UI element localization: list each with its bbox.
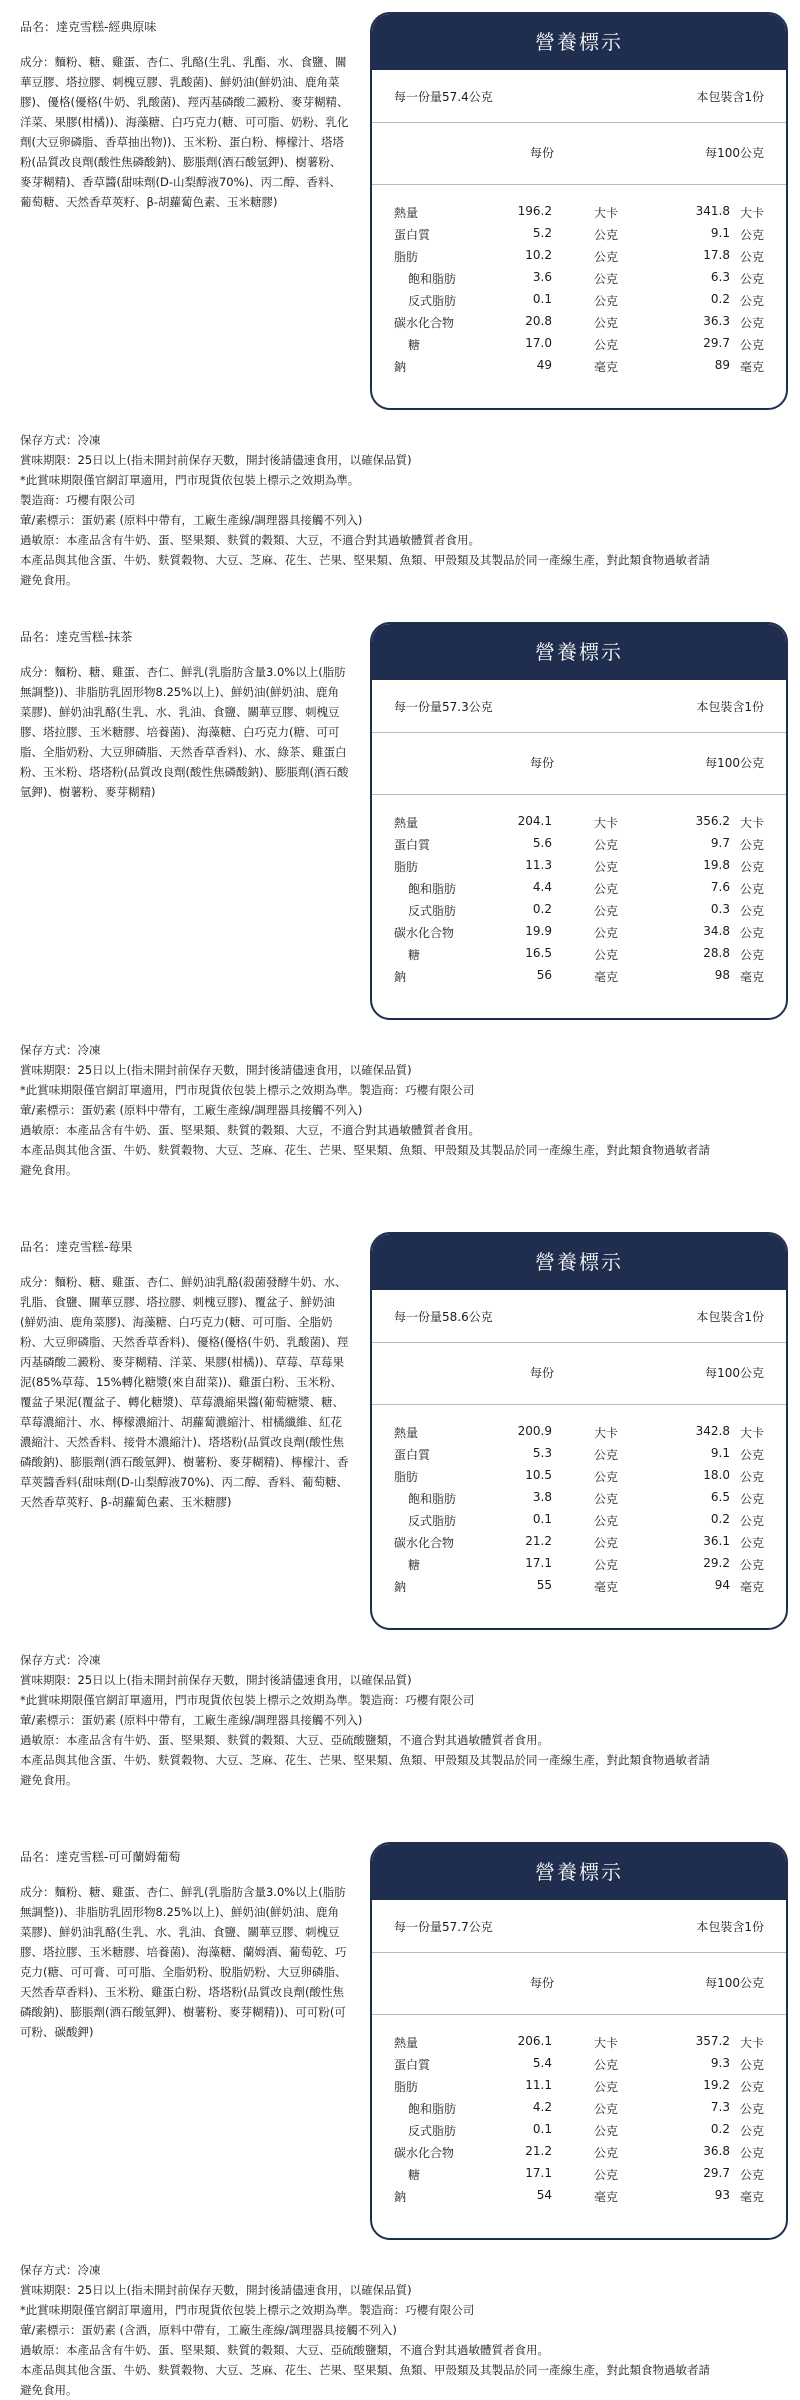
nutrient-label: 蛋白質 bbox=[394, 838, 431, 852]
nutrient-label: 脂肪 bbox=[394, 250, 419, 264]
unit-label: 公克 bbox=[594, 926, 619, 940]
storage-allergen-info bbox=[20, 430, 780, 590]
nutrition-row-protein bbox=[394, 836, 764, 856]
per-serving-value: 19.9 bbox=[525, 924, 552, 938]
unit-label: 大卡 bbox=[739, 2036, 764, 2050]
nutrition-row-sugar bbox=[394, 2166, 764, 2186]
unit-label: 毫克 bbox=[739, 1580, 764, 1594]
nutrition-row-sat-fat bbox=[394, 1490, 764, 1510]
serving-size: 每一份量58.6公克 bbox=[394, 1310, 493, 1324]
nutrition-row-sodium bbox=[394, 2188, 764, 2208]
per-100g-value: 28.8 bbox=[703, 946, 730, 960]
info-line: 葷/素標示：蛋奶素 (含酒，原料中帶有，工廠生產線/調理器具接觸不列入) bbox=[20, 2323, 397, 2337]
info-line: 本產品與其他含蛋、牛奶、麩質穀物、大豆、芝麻、花生、芒果、堅果類、魚類、甲殼類及其製品於同一產線生產，對此類食物過敏者請避免食用。 bbox=[20, 2363, 710, 2397]
per-serving-value: 3.6 bbox=[532, 270, 552, 284]
per-serving-value: 4.4 bbox=[532, 880, 552, 894]
nutrient-label: 熱量 bbox=[394, 1426, 419, 1440]
nutrition-row-trans-fat bbox=[394, 292, 764, 312]
nutrition-row-trans-fat bbox=[394, 902, 764, 922]
info-line: *此賞味期限僅官網訂單適用，門市現貨依包裝上標示之效期為準。製造商：巧櫻有限公司 bbox=[20, 2303, 475, 2317]
info-line: 製造商：巧櫻有限公司 bbox=[20, 493, 135, 507]
per-serving-value: 5.3 bbox=[532, 1446, 552, 1460]
unit-label: 公克 bbox=[594, 316, 619, 330]
unit-label: 公克 bbox=[739, 860, 764, 874]
nutrition-row-protein bbox=[394, 226, 764, 246]
nutrition-panel bbox=[370, 622, 788, 1020]
unit-label: 公克 bbox=[739, 2058, 764, 2072]
unit-label: 公克 bbox=[739, 2102, 764, 2116]
servings-per-pack: 本包裝含1份 bbox=[696, 90, 764, 104]
nutrition-row-sodium bbox=[394, 358, 764, 378]
per-serving-header: 每份 bbox=[529, 146, 554, 160]
info-line: *此賞味期限僅官網訂單適用，門市現貨依包裝上標示之效期為準。製造商：巧櫻有限公司 bbox=[20, 1083, 475, 1097]
serving-size: 每一份量57.4公克 bbox=[394, 90, 493, 104]
ingredients-text: 成分：麵粉、糖、雞蛋、杏仁、乳酪(生乳、乳酯、水、食鹽、關華豆膠、塔拉膠、刺槐豆膠、乳酸菌)、鮮奶油(鮮奶油、鹿角菜膠)、優格(優格(牛奶、乳酸菌)、羥丙基磷酸二澱粉、麥芽糊精、洋菜、果膠(柑橘))、海藻糖、白巧克力(糖、可可脂、奶粉、乳化劑(大豆卵磷脂、香草抽出物))、玉米粉、蛋白粉、檸檬汁、塔塔粉(品質改良劑(酸性焦磷酸鈉)、膨脹劑(酒石酸氫鉀)、樹薯粉、麥芽糊精)、香草醬(甜味劑(D-山梨醇液70%)、丙二醇、香料、葡萄糖、天然香草莢籽、β-胡蘿蔔色素、玉米糖膠) bbox=[20, 55, 349, 209]
per-100g-value: 9.1 bbox=[710, 226, 730, 240]
unit-label: 毫克 bbox=[594, 360, 619, 374]
per-serving-value: 56 bbox=[536, 968, 552, 982]
info-line: 本產品與其他含蛋、牛奶、麩質穀物、大豆、芝麻、花生、芒果、堅果類、魚類、甲殼類及其製品於同一產線生產，對此類食物過敏者請避免食用。 bbox=[20, 553, 710, 587]
per-100g-value: 17.8 bbox=[703, 248, 730, 262]
nutrition-panel-title: 營養標示 bbox=[372, 1234, 786, 1290]
unit-label: 大卡 bbox=[594, 206, 619, 220]
per-serving-value: 49 bbox=[536, 358, 552, 372]
unit-label: 毫克 bbox=[739, 970, 764, 984]
unit-label: 公克 bbox=[739, 1448, 764, 1462]
info-line: 保存方式：冷凍 bbox=[20, 433, 101, 447]
unit-label: 大卡 bbox=[594, 1426, 619, 1440]
servings-per-pack: 本包裝含1份 bbox=[696, 1310, 764, 1324]
nutrition-panel bbox=[370, 1842, 788, 2240]
per-100g-value: 0.2 bbox=[710, 292, 730, 306]
per-100g-header: 每100公克 bbox=[705, 1976, 764, 1990]
unit-label: 公克 bbox=[739, 1514, 764, 1528]
nutrition-row-trans-fat bbox=[394, 1512, 764, 1532]
nutrition-panel bbox=[370, 1232, 788, 1630]
divider bbox=[372, 1952, 786, 1953]
unit-label: 公克 bbox=[594, 294, 619, 308]
nutrition-row-carbs bbox=[394, 314, 764, 334]
unit-label: 公克 bbox=[739, 250, 764, 264]
divider bbox=[372, 184, 786, 185]
nutrient-label: 飽和脂肪 bbox=[408, 882, 457, 896]
unit-label: 公克 bbox=[594, 228, 619, 242]
nutrient-label: 脂肪 bbox=[394, 1470, 419, 1484]
unit-label: 公克 bbox=[739, 228, 764, 242]
unit-label: 公克 bbox=[739, 1558, 764, 1572]
per-100g-value: 19.2 bbox=[703, 2078, 730, 2092]
nutrient-label: 熱量 bbox=[394, 2036, 419, 2050]
nutrient-label: 鈉 bbox=[394, 970, 407, 984]
unit-label: 公克 bbox=[739, 2124, 764, 2138]
unit-label: 大卡 bbox=[739, 1426, 764, 1440]
serving-size: 每一份量57.7公克 bbox=[394, 1920, 493, 1934]
nutrition-row-calories bbox=[394, 204, 764, 224]
nutrition-panel-title: 營養標示 bbox=[372, 14, 786, 70]
storage-allergen-info bbox=[20, 1650, 780, 1790]
product-name: 品名：達克雪糕-可可蘭姆葡萄 bbox=[20, 1850, 181, 1864]
nutrition-row-carbs bbox=[394, 924, 764, 944]
per-100g-value: 341.8 bbox=[695, 204, 730, 218]
per-100g-value: 94 bbox=[714, 1578, 730, 1592]
info-line: 過敏原：本產品含有牛奶、蛋、堅果類、麩質的穀類、大豆、亞硫酸鹽類，不適合對其過敏體質者食用。 bbox=[20, 1733, 549, 1747]
unit-label: 大卡 bbox=[739, 206, 764, 220]
per-100g-value: 36.3 bbox=[703, 314, 730, 328]
nutrient-label: 反式脂肪 bbox=[408, 1514, 457, 1528]
nutrition-panel-title: 營養標示 bbox=[372, 624, 786, 680]
per-serving-value: 55 bbox=[536, 1578, 552, 1592]
per-serving-value: 200.9 bbox=[517, 1424, 552, 1438]
info-line: 過敏原：本產品含有牛奶、蛋、堅果類、麩質的穀類、大豆，不適合對其過敏體質者食用。 bbox=[20, 1123, 480, 1137]
per-serving-value: 0.1 bbox=[532, 1512, 552, 1526]
nutrition-row-sat-fat bbox=[394, 2100, 764, 2120]
per-100g-value: 357.2 bbox=[695, 2034, 730, 2048]
nutrition-row-sugar bbox=[394, 336, 764, 356]
per-100g-value: 0.2 bbox=[710, 2122, 730, 2136]
info-line: 過敏原：本產品含有牛奶、蛋、堅果類、麩質的穀類、大豆，不適合對其過敏體質者食用。 bbox=[20, 533, 480, 547]
nutrition-row-fat bbox=[394, 858, 764, 878]
unit-label: 公克 bbox=[739, 882, 764, 896]
per-100g-value: 36.8 bbox=[703, 2144, 730, 2158]
info-line: 本產品與其他含蛋、牛奶、麩質穀物、大豆、芝麻、花生、芒果、堅果類、魚類、甲殼類及其製品於同一產線生產，對此類食物過敏者請避免食用。 bbox=[20, 1753, 710, 1787]
divider bbox=[372, 1342, 786, 1343]
unit-label: 毫克 bbox=[594, 2190, 619, 2204]
per-serving-value: 4.2 bbox=[532, 2100, 552, 2114]
unit-label: 大卡 bbox=[594, 2036, 619, 2050]
per-serving-value: 206.1 bbox=[517, 2034, 552, 2048]
nutrient-label: 脂肪 bbox=[394, 860, 419, 874]
nutrition-panel-title: 營養標示 bbox=[372, 1844, 786, 1900]
unit-label: 公克 bbox=[594, 838, 619, 852]
nutrient-label: 糖 bbox=[408, 948, 421, 962]
unit-label: 公克 bbox=[594, 338, 619, 352]
unit-label: 公克 bbox=[739, 338, 764, 352]
per-100g-value: 89 bbox=[714, 358, 730, 372]
nutrient-label: 鈉 bbox=[394, 2190, 407, 2204]
per-serving-value: 21.2 bbox=[525, 2144, 552, 2158]
per-serving-value: 20.8 bbox=[525, 314, 552, 328]
nutrition-row-carbs bbox=[394, 1534, 764, 1554]
ingredients-text: 成分：麵粉、糖、雞蛋、杏仁、鮮乳(乳脂肪含量3.0%以上(脂肪無調整))、非脂肪乳固形物8.25%以上)、鮮奶油(鮮奶油、鹿角菜膠)、鮮奶油乳酪(生乳、水、乳油、食鹽、關華豆膠、刺槐豆膠、塔拉膠、玉米糖膠、培養菌)、海藻糖、蘭姆酒、葡萄乾、巧克力(糖、可可膏、可可脂、全脂奶粉、脫脂奶粉、大豆卵磷脂、天然香草香料)、玉米粉、雞蛋白粉、塔塔粉(品質改良劑(酸性焦磷酸鈉)、膨脹劑(酒石酸氫鉀)、樹薯粉、麥芽糊精))、可可粉(可可粉、碳酸鉀) bbox=[20, 1885, 347, 2039]
nutrient-label: 飽和脂肪 bbox=[408, 272, 457, 286]
nutrient-label: 蛋白質 bbox=[394, 228, 431, 242]
per-serving-value: 5.4 bbox=[532, 2056, 552, 2070]
per-serving-value: 196.2 bbox=[517, 204, 552, 218]
info-line: 本產品與其他含蛋、牛奶、麩質穀物、大豆、芝麻、花生、芒果、堅果類、魚類、甲殼類及其製品於同一產線生產，對此類食物過敏者請避免食用。 bbox=[20, 1143, 710, 1177]
info-line: 賞味期限：25日以上(指未開封前保存天數，開封後請儘速食用，以確保品質) bbox=[20, 2283, 412, 2297]
nutrient-label: 熱量 bbox=[394, 816, 419, 830]
nutrition-row-sat-fat bbox=[394, 270, 764, 290]
info-line: 賞味期限：25日以上(指未開封前保存天數，開封後請儘速食用，以確保品質) bbox=[20, 453, 412, 467]
unit-label: 公克 bbox=[594, 1470, 619, 1484]
per-100g-value: 6.5 bbox=[710, 1490, 730, 1504]
per-100g-value: 9.7 bbox=[710, 836, 730, 850]
divider bbox=[372, 794, 786, 795]
unit-label: 公克 bbox=[594, 272, 619, 286]
info-line: 過敏原：本產品含有牛奶、蛋、堅果類、麩質的穀類、大豆、亞硫酸鹽類，不適合對其過敏體質者食用。 bbox=[20, 2343, 549, 2357]
per-100g-value: 9.1 bbox=[710, 1446, 730, 1460]
product-name: 品名：達克雪糕-莓果 bbox=[20, 1240, 133, 1254]
unit-label: 公克 bbox=[594, 882, 619, 896]
per-serving-value: 0.2 bbox=[532, 902, 552, 916]
info-line: 賞味期限：25日以上(指未開封前保存天數，開封後請儘速食用，以確保品質) bbox=[20, 1673, 412, 1687]
info-line: 保存方式：冷凍 bbox=[20, 2263, 101, 2277]
divider bbox=[372, 2014, 786, 2015]
nutrition-row-calories bbox=[394, 1424, 764, 1444]
unit-label: 公克 bbox=[739, 2146, 764, 2160]
nutrition-row-sat-fat bbox=[394, 880, 764, 900]
unit-label: 公克 bbox=[739, 2080, 764, 2094]
per-serving-value: 10.2 bbox=[525, 248, 552, 262]
product-name: 品名：達克雪糕-經典原味 bbox=[20, 20, 157, 34]
unit-label: 公克 bbox=[594, 250, 619, 264]
nutrient-label: 脂肪 bbox=[394, 2080, 419, 2094]
unit-label: 公克 bbox=[739, 1492, 764, 1506]
unit-label: 公克 bbox=[594, 1492, 619, 1506]
unit-label: 公克 bbox=[594, 904, 619, 918]
per-100g-value: 7.6 bbox=[710, 880, 730, 894]
per-serving-value: 11.1 bbox=[525, 2078, 552, 2092]
unit-label: 公克 bbox=[739, 838, 764, 852]
nutrition-row-calories bbox=[394, 814, 764, 834]
nutrition-row-fat bbox=[394, 248, 764, 268]
per-100g-value: 356.2 bbox=[695, 814, 730, 828]
info-line: 保存方式：冷凍 bbox=[20, 1043, 101, 1057]
per-serving-header: 每份 bbox=[529, 1976, 554, 1990]
per-serving-value: 54 bbox=[536, 2188, 552, 2202]
unit-label: 公克 bbox=[594, 1514, 619, 1528]
servings-per-pack: 本包裝含1份 bbox=[696, 700, 764, 714]
nutrient-label: 碳水化合物 bbox=[394, 926, 455, 940]
per-100g-value: 18.0 bbox=[703, 1468, 730, 1482]
nutrition-row-trans-fat bbox=[394, 2122, 764, 2142]
per-100g-value: 98 bbox=[714, 968, 730, 982]
unit-label: 公克 bbox=[739, 1470, 764, 1484]
per-serving-value: 17.1 bbox=[525, 2166, 552, 2180]
nutrient-label: 熱量 bbox=[394, 206, 419, 220]
per-serving-value: 21.2 bbox=[525, 1534, 552, 1548]
per-serving-value: 0.1 bbox=[532, 2122, 552, 2136]
unit-label: 公克 bbox=[594, 2080, 619, 2094]
per-100g-header: 每100公克 bbox=[705, 1366, 764, 1380]
divider bbox=[372, 122, 786, 123]
unit-label: 公克 bbox=[594, 860, 619, 874]
nutrient-label: 鈉 bbox=[394, 1580, 407, 1594]
nutrition-row-sodium bbox=[394, 968, 764, 988]
nutrient-label: 反式脂肪 bbox=[408, 904, 457, 918]
per-serving-value: 10.5 bbox=[525, 1468, 552, 1482]
divider bbox=[372, 1404, 786, 1405]
nutrition-row-carbs bbox=[394, 2144, 764, 2164]
nutrient-label: 反式脂肪 bbox=[408, 2124, 457, 2138]
info-line: 葷/素標示：蛋奶素 (原料中帶有，工廠生產線/調理器具接觸不列入) bbox=[20, 1103, 363, 1117]
unit-label: 毫克 bbox=[739, 2190, 764, 2204]
per-100g-header: 每100公克 bbox=[705, 146, 764, 160]
unit-label: 毫克 bbox=[739, 360, 764, 374]
ingredients-text: 成分：麵粉、糖、雞蛋、杏仁、鮮奶油乳酪(殺菌發酵牛奶、水、乳脂、食鹽、關華豆膠、塔拉膠、刺槐豆膠)、覆盆子、鮮奶油(鮮奶油、鹿角菜膠)、海藻糖、白巧克力(糖、可可脂、全脂奶粉、大豆卵磷脂、天然香草香料)、優格(優格(牛奶、乳酸菌)、羥丙基磷酸二澱粉、麥芽糊精、洋菜、果膠(柑橘))、草莓、草莓果泥(85%草莓、15%轉化糖漿(來自甜菜))、雞蛋白粉、玉米粉、覆盆子果泥(覆盆子、轉化糖漿)、草莓濃縮果醬(葡萄糖漿、糖、草莓濃縮汁、水、檸檬濃縮汁、胡蘿蔔濃縮汁、柑橘纖維、紅花濃縮汁、天然香料、接骨木濃縮汁)、塔塔粉(品質改良劑(酸性焦磷酸鈉)、膨脹劑(酒石酸氫鉀)、樹薯粉、麥芽糊精)、檸檬汁、香草莢醬香料(甜味劑(D-山梨醇液70%)、丙二醇、香料、葡萄糖、天然香草莢籽、β-胡蘿蔔色素、玉米糖膠) bbox=[20, 1275, 349, 1509]
product-name: 品名：達克雪糕-抹茶 bbox=[20, 630, 133, 644]
nutrient-label: 飽和脂肪 bbox=[408, 1492, 457, 1506]
unit-label: 毫克 bbox=[594, 970, 619, 984]
info-line: 葷/素標示：蛋奶素 (原料中帶有，工廠生產線/調理器具接觸不列入) bbox=[20, 513, 363, 527]
nutrition-panel bbox=[370, 12, 788, 410]
nutrition-row-calories bbox=[394, 2034, 764, 2054]
unit-label: 公克 bbox=[594, 948, 619, 962]
unit-label: 公克 bbox=[739, 316, 764, 330]
per-100g-value: 0.2 bbox=[710, 1512, 730, 1526]
info-line: 保存方式：冷凍 bbox=[20, 1653, 101, 1667]
unit-label: 公克 bbox=[594, 2102, 619, 2116]
unit-label: 公克 bbox=[739, 2168, 764, 2182]
unit-label: 公克 bbox=[594, 1536, 619, 1550]
unit-label: 公克 bbox=[739, 948, 764, 962]
storage-allergen-info bbox=[20, 2260, 780, 2400]
nutrition-row-protein bbox=[394, 1446, 764, 1466]
per-100g-value: 6.3 bbox=[710, 270, 730, 284]
per-serving-value: 5.6 bbox=[532, 836, 552, 850]
nutrition-row-fat bbox=[394, 1468, 764, 1488]
unit-label: 公克 bbox=[594, 2146, 619, 2160]
unit-label: 公克 bbox=[739, 294, 764, 308]
per-serving-value: 11.3 bbox=[525, 858, 552, 872]
per-100g-value: 93 bbox=[714, 2188, 730, 2202]
per-100g-value: 9.3 bbox=[710, 2056, 730, 2070]
nutrient-label: 飽和脂肪 bbox=[408, 2102, 457, 2116]
divider bbox=[372, 732, 786, 733]
info-line: *此賞味期限僅官網訂單適用，門市現貨依包裝上標示之效期為準。 bbox=[20, 473, 360, 487]
unit-label: 毫克 bbox=[594, 1580, 619, 1594]
nutrient-label: 反式脂肪 bbox=[408, 294, 457, 308]
nutrition-row-sugar bbox=[394, 946, 764, 966]
per-100g-value: 29.7 bbox=[703, 2166, 730, 2180]
nutrient-label: 碳水化合物 bbox=[394, 316, 455, 330]
unit-label: 大卡 bbox=[739, 816, 764, 830]
unit-label: 公克 bbox=[594, 1558, 619, 1572]
nutrient-label: 糖 bbox=[408, 338, 421, 352]
info-line: 賞味期限：25日以上(指未開封前保存天數，開封後請儘速食用，以確保品質) bbox=[20, 1063, 412, 1077]
per-serving-value: 3.8 bbox=[532, 1490, 552, 1504]
nutrition-row-sugar bbox=[394, 1556, 764, 1576]
per-100g-value: 7.3 bbox=[710, 2100, 730, 2114]
per-serving-value: 16.5 bbox=[525, 946, 552, 960]
ingredients-text: 成分：麵粉、糖、雞蛋、杏仁、鮮乳(乳脂肪含量3.0%以上(脂肪無調整))、非脂肪乳固形物8.25%以上)、鮮奶油(鮮奶油、鹿角菜膠)、鮮奶油乳酪(生乳、水、乳油、食鹽、關華豆膠、刺槐豆膠、塔拉膠、玉米糖膠、培養菌)、海藻糖、白巧克力(糖、可可脂、全脂奶粉、大豆卵磷脂、天然香草香料)、水、綠茶、雞蛋白粉、玉米粉、塔塔粉(品質改良劑(酸性焦磷酸鈉)、膨脹劑(酒石酸氫鉀)、樹薯粉、麥芽糊精) bbox=[20, 665, 349, 799]
per-serving-header: 每份 bbox=[529, 756, 554, 770]
nutrition-row-fat bbox=[394, 2078, 764, 2098]
nutrient-label: 糖 bbox=[408, 1558, 421, 1572]
per-serving-value: 17.1 bbox=[525, 1556, 552, 1570]
per-serving-value: 5.2 bbox=[532, 226, 552, 240]
per-100g-value: 36.1 bbox=[703, 1534, 730, 1548]
unit-label: 公克 bbox=[594, 1448, 619, 1462]
per-serving-header: 每份 bbox=[529, 1366, 554, 1380]
unit-label: 公克 bbox=[739, 904, 764, 918]
per-serving-value: 0.1 bbox=[532, 292, 552, 306]
per-100g-value: 0.3 bbox=[710, 902, 730, 916]
per-100g-value: 342.8 bbox=[695, 1424, 730, 1438]
servings-per-pack: 本包裝含1份 bbox=[696, 1920, 764, 1934]
nutrient-label: 鈉 bbox=[394, 360, 407, 374]
nutrient-label: 碳水化合物 bbox=[394, 2146, 455, 2160]
unit-label: 大卡 bbox=[594, 816, 619, 830]
nutrition-row-protein bbox=[394, 2056, 764, 2076]
unit-label: 公克 bbox=[739, 272, 764, 286]
unit-label: 公克 bbox=[739, 1536, 764, 1550]
per-100g-value: 34.8 bbox=[703, 924, 730, 938]
per-100g-value: 19.8 bbox=[703, 858, 730, 872]
per-serving-value: 17.0 bbox=[525, 336, 552, 350]
unit-label: 公克 bbox=[739, 926, 764, 940]
unit-label: 公克 bbox=[594, 2124, 619, 2138]
per-100g-value: 29.7 bbox=[703, 336, 730, 350]
nutrient-label: 碳水化合物 bbox=[394, 1536, 455, 1550]
nutrient-label: 蛋白質 bbox=[394, 2058, 431, 2072]
per-100g-header: 每100公克 bbox=[705, 756, 764, 770]
nutrition-row-sodium bbox=[394, 1578, 764, 1598]
nutrient-label: 蛋白質 bbox=[394, 1448, 431, 1462]
info-line: 葷/素標示：蛋奶素 (原料中帶有，工廠生產線/調理器具接觸不列入) bbox=[20, 1713, 363, 1727]
nutrient-label: 糖 bbox=[408, 2168, 421, 2182]
serving-size: 每一份量57.3公克 bbox=[394, 700, 493, 714]
info-line: *此賞味期限僅官網訂單適用，門市現貨依包裝上標示之效期為準。製造商：巧櫻有限公司 bbox=[20, 1693, 475, 1707]
unit-label: 公克 bbox=[594, 2058, 619, 2072]
unit-label: 公克 bbox=[594, 2168, 619, 2182]
per-serving-value: 204.1 bbox=[517, 814, 552, 828]
per-100g-value: 29.2 bbox=[703, 1556, 730, 1570]
storage-allergen-info bbox=[20, 1040, 780, 1180]
